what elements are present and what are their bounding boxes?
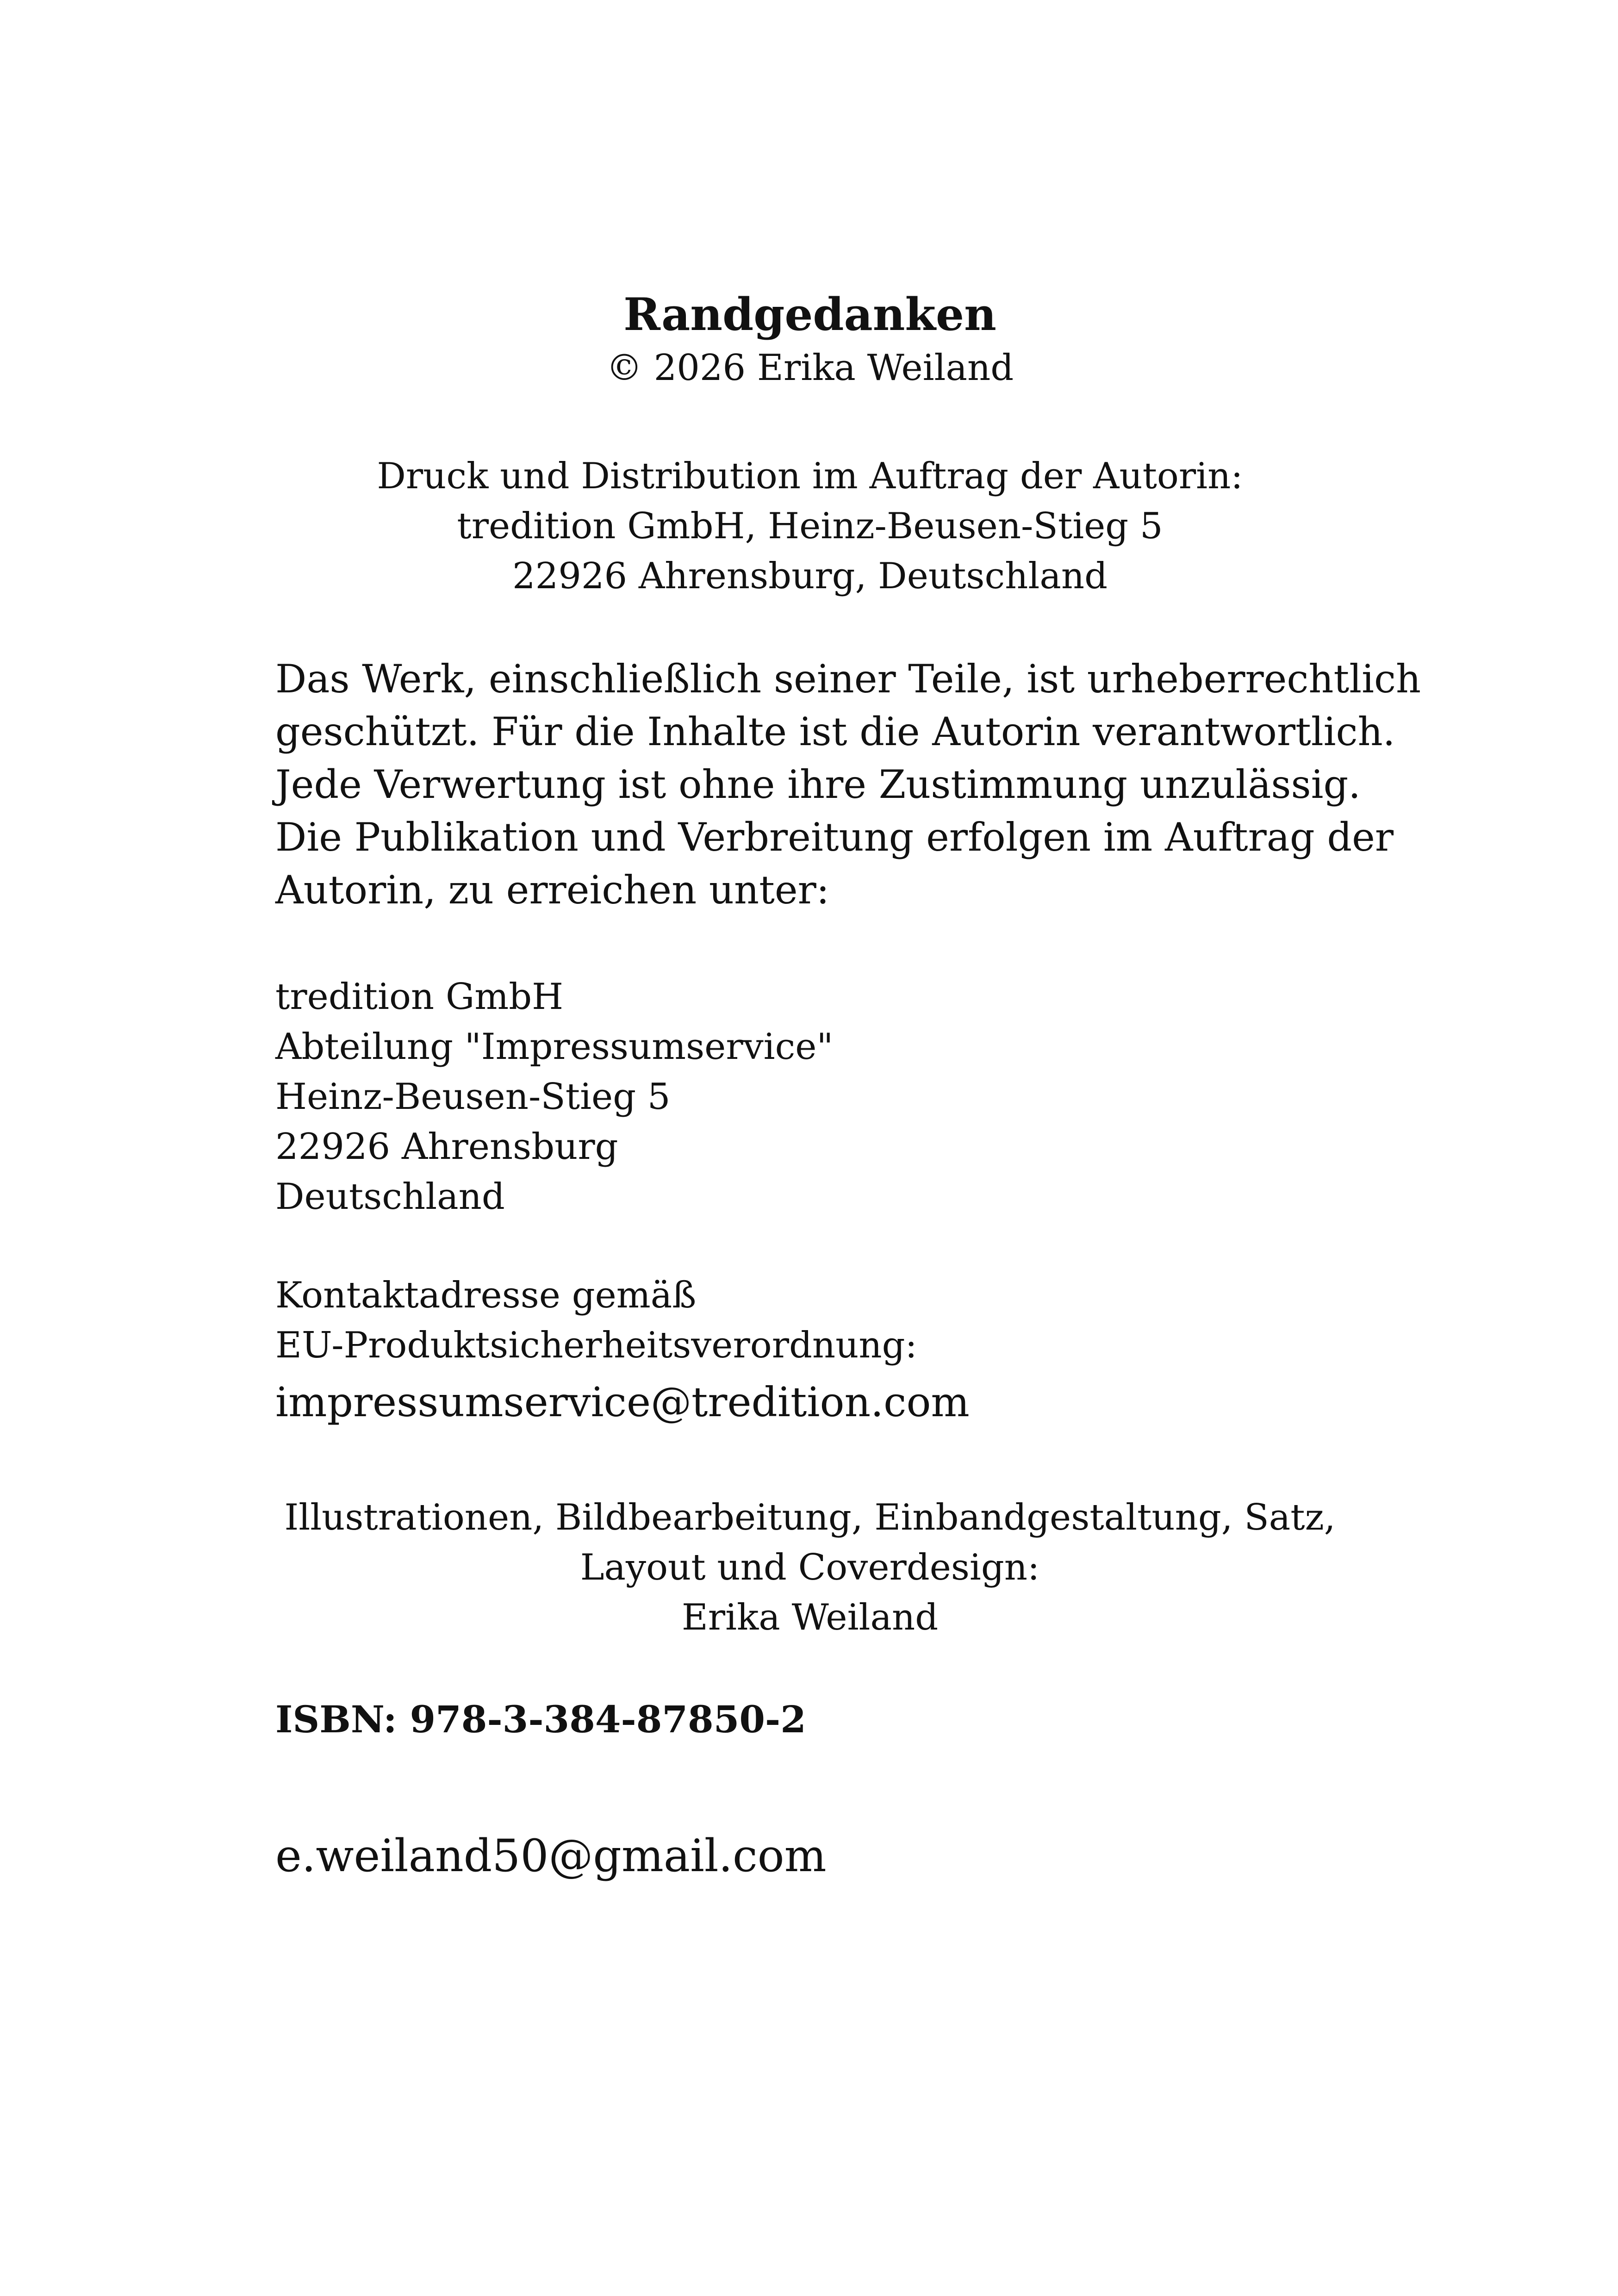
contact-email: impressumservice@tredition.com: [275, 1378, 970, 1426]
author-email: e.weiland50@gmail.com: [275, 1830, 827, 1882]
address-line: Deutschland: [275, 1176, 505, 1218]
rights-line: geschützt. Für die Inhalte ist die Autorin verantwortlich.: [275, 709, 1395, 754]
publisher-address: [275, 972, 1344, 1222]
rights-line: Autorin, zu erreichen unter:: [275, 867, 830, 913]
rights-line: Jede Verwertung ist ohne ihre Zustimmung unzulässig.: [275, 762, 1361, 807]
address-line: Heinz-Beusen-Stieg 5: [275, 1076, 671, 1118]
printer-line: Druck und Distribution im Auftrag der Autorin:: [377, 455, 1243, 497]
rights-notice: [275, 653, 1421, 916]
address-line: tredition GmbH: [275, 976, 564, 1018]
printer-block: [275, 451, 1344, 601]
book-title: Randgedanken: [623, 288, 996, 341]
isbn: ISBN: 978-3-384-87850-2: [275, 1698, 806, 1741]
rights-line: Die Publikation und Verbreitung erfolgen im Auftrag der: [275, 815, 1394, 860]
rights-line: Das Werk, einschließlich seiner Teile, ist urheberrechtlich: [275, 656, 1421, 702]
credits-block: [275, 1493, 1344, 1643]
credits-line: Illustrationen, Bildbearbeitung, Einbandgestaltung, Satz,: [284, 1497, 1336, 1538]
contact-line: EU-Produktsicherheitsverordnung:: [275, 1325, 917, 1366]
contact-line: Kontaktadresse gemäß: [275, 1275, 697, 1316]
printer-line: tredition GmbH, Heinz-Beusen-Stieg 5: [457, 505, 1163, 547]
copyright-notice: © 2026 Erika Weiland: [606, 347, 1014, 389]
address-line: Abteilung "Impressumservice": [275, 1026, 834, 1068]
credits-line: Layout und Coverdesign:: [580, 1547, 1040, 1588]
address-line: 22926 Ahrensburg: [275, 1126, 618, 1168]
credits-line: Erika Weiland: [681, 1597, 939, 1638]
contact-block: [275, 1270, 1344, 1370]
printer-line: 22926 Ahrensburg, Deutschland: [512, 555, 1108, 597]
